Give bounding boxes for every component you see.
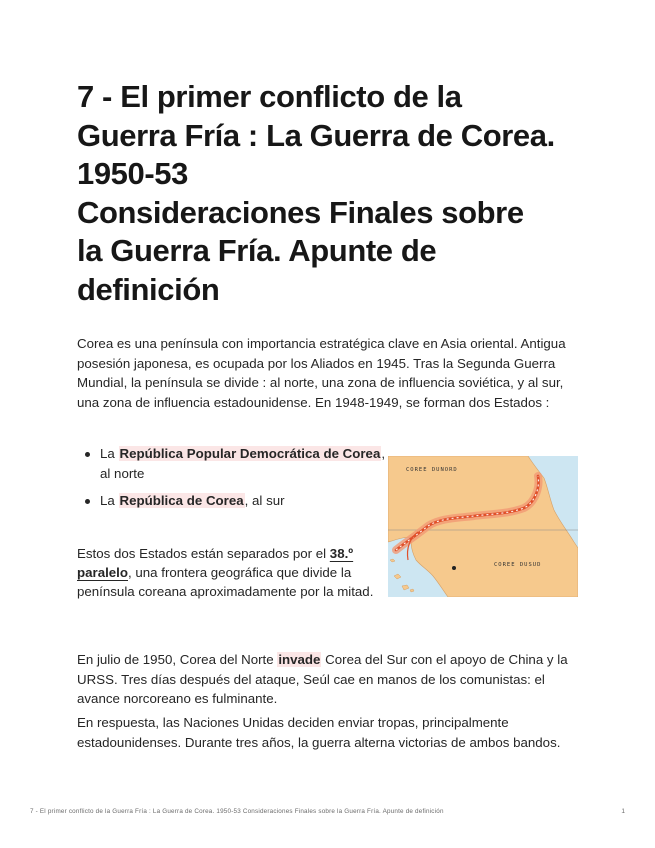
bullet-prefix: La	[100, 446, 119, 461]
separation-pre: Estos dos Estados están separados por el	[77, 546, 330, 561]
page-footer: 7 - El primer conflicto de la Guerra Fría : La Guerra de Corea. 1950-53 Consideraciones Finales sobre la Guerra Fría. Apunte de definición	[30, 808, 444, 815]
title-line: definición	[77, 271, 220, 307]
korea-front-map	[388, 456, 578, 597]
title-line: Guerra Fría : La Guerra de Corea.	[77, 117, 555, 153]
states-list	[77, 444, 387, 518]
title-line: Consideraciones Finales sobre	[77, 194, 524, 230]
response-paragraph: En respuesta, las Naciones Unidas deciden enviar tropas, principalmente estadounidenses. Durante tres años, la guerra alterna victorias de ambos bandos.	[77, 715, 561, 750]
seoul-marker	[452, 566, 456, 570]
south-korea-highlight: República de Corea	[119, 493, 244, 508]
south-korea-map-label: COREE DUSUD	[494, 562, 542, 568]
invade-highlight: invade	[278, 652, 321, 667]
bullet-suffix: , al sur	[244, 493, 285, 508]
intro-paragraph: Corea es una península con importancia estratégica clave en Asia oriental. Antigua posesión japonesa, es ocupada por los Aliados en 1945. Tras la Segunda Guerra Mundial, la península se divide : al norte, una zona de influencia soviética, y al sur, una zona de influencia estadounidense. En 1948-1949, se forman dos Estados :	[77, 336, 566, 410]
page-title	[77, 78, 597, 309]
separation-post: , una frontera geográfica que divide la península coreana aproximadamente por la mitad.	[77, 565, 374, 599]
list-item	[77, 444, 387, 484]
invasion-pre: En julio de 1950, Corea del Norte	[77, 652, 278, 667]
bullet-suffix: , al norte	[100, 446, 386, 481]
list-item	[77, 491, 387, 511]
bullet-prefix: La	[100, 493, 119, 508]
title-line: 1950-53	[77, 156, 188, 191]
page-number: 1	[621, 808, 625, 815]
invasion-paragraph	[77, 650, 577, 709]
north-korea-highlight: República Popular Democrática de Corea	[119, 446, 381, 461]
separation-paragraph	[77, 544, 382, 601]
north-korea-map-label: COREE DUNORD	[406, 467, 458, 473]
invasion-post: Corea del Sur con el apoyo de China y la URSS. Tres días después del ataque, Seúl cae en manos de los comunistas: el avance norcoreano es fulminante.	[77, 652, 568, 706]
parallel-emphasis: 38.º paralelo	[77, 546, 354, 580]
title-line: la Guerra Fría. Apunte de	[77, 233, 437, 268]
title-line: 7 - El primer conflicto de la	[77, 79, 462, 114]
